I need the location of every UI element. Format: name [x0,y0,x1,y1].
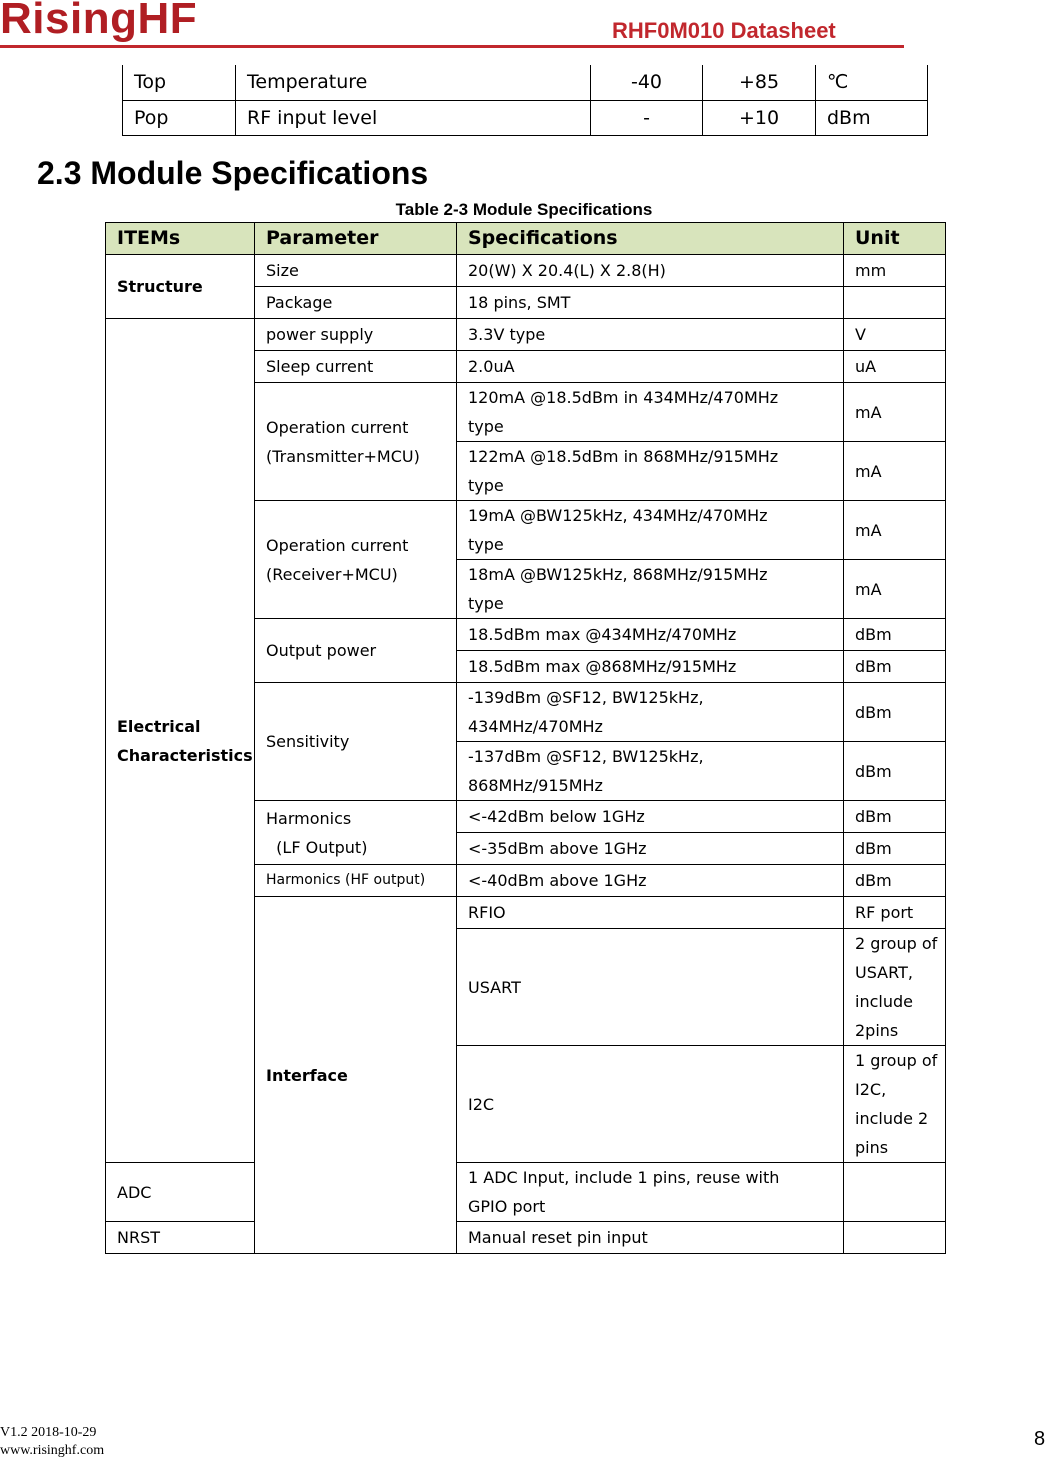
item-interface: Interface [255,897,457,1254]
column-header-parameter: Parameter [255,223,457,255]
parameter-cell [255,501,457,619]
spec-cell: <-42dBm below 1GHz [457,801,844,833]
table-cell: - [591,100,703,135]
parameter-cell: Package [255,287,457,319]
item-structure: Structure [106,255,255,319]
unit-cell [844,287,946,319]
parameter-cell [255,801,457,865]
spec-line: type [468,535,504,554]
table-header-row [106,223,946,255]
table-cell: Pop [123,100,236,135]
table-row [106,319,946,351]
table-cell: dBm [816,100,928,135]
spec-cell [457,1163,844,1222]
parameter-cell: Sleep current [255,351,457,383]
parameter-cell: Output power [255,619,457,683]
column-header-items: ITEMs [106,223,255,255]
table-cell: ℃ [816,65,928,100]
unit-cell: dBm [844,742,946,801]
table-row [123,65,928,100]
item-label-line: Characteristics [117,745,253,765]
spec-cell [457,383,844,442]
unit-cell: mm [844,255,946,287]
spec-line: -137dBm @SF12, BW125kHz, [468,747,704,766]
spec-line: 1 ADC Input, include 1 pins, reuse with [468,1168,780,1187]
parameter-cell: Sensitivity [255,683,457,801]
unit-cell: uA [844,351,946,383]
spec-cell: <-35dBm above 1GHz [457,833,844,865]
table-cell: -40 [591,65,703,100]
spec-cell [457,560,844,619]
spec-cell: 18 pins, SMT [457,287,844,319]
spec-cell: Manual reset pin input [457,1222,844,1254]
item-label-line: Electrical [117,716,201,736]
spec-line: type [468,594,504,613]
parameter-cell: ADC [106,1163,255,1222]
header-divider [0,45,904,48]
spec-cell: 18.5dBm max @868MHz/915MHz [457,651,844,683]
module-specifications-table [105,222,946,1254]
table-row [123,100,928,135]
table-cell: RF input level [236,100,591,135]
spec-line: 434MHz/470MHz [468,717,603,736]
parameter-cell: Harmonics (HF output) [255,865,457,897]
unit-cell: dBm [844,651,946,683]
page-number: 8 [1034,1428,1046,1450]
spec-cell [457,442,844,501]
parameter-cell: I2C [457,1046,844,1163]
spec-cell [457,742,844,801]
parameter-cell: NRST [106,1222,255,1254]
page-footer [0,1424,104,1460]
section-heading: 2.3 Module Specifications [37,155,429,191]
spec-line: 19mA @BW125kHz, 434MHz/470MHz [468,506,768,525]
unit-cell: dBm [844,619,946,651]
table-cell: +85 [703,65,816,100]
spec-line: type [468,417,504,436]
website-link[interactable]: www.risinghf.com [0,1443,105,1458]
table-cell: Top [123,65,236,100]
spec-cell [457,683,844,742]
parameter-cell: Size [255,255,457,287]
parameter-cell: power supply [255,319,457,351]
table-cell: Temperature [236,65,591,100]
absolute-ratings-table [122,65,928,136]
unit-cell: mA [844,383,946,442]
column-header-unit: Unit [844,223,946,255]
document-title: RHF0M010 Datasheet [612,18,836,43]
column-header-specifications: Specifications [457,223,844,255]
spec-cell [457,501,844,560]
spec-cell: 3.3V type [457,319,844,351]
table-row [106,1222,946,1254]
parameter-cell: RFIO [457,897,844,929]
unit-cell: mA [844,560,946,619]
spec-line: 120mA @18.5dBm in 434MHz/470MHz [468,388,779,407]
spec-cell: 1 group of I2C, include 2 pins [844,1046,946,1163]
table-cell: +10 [703,100,816,135]
spec-line: -139dBm @SF12, BW125kHz, [468,688,704,707]
unit-cell: dBm [844,683,946,742]
spec-cell: 2.0uA [457,351,844,383]
spec-line: 18mA @BW125kHz, 868MHz/915MHz [468,565,768,584]
spec-cell: 2 group of USART, include 2pins [844,929,946,1046]
parameter-cell: USART [457,929,844,1046]
parameter-line: (Receiver+MCU) [266,564,398,584]
item-electrical-characteristics [106,319,255,1163]
unit-cell: mA [844,442,946,501]
unit-cell: V [844,319,946,351]
table-row [106,1163,946,1222]
unit-cell: dBm [844,833,946,865]
parameter-line: Operation current [266,417,409,437]
company-logo: RisingHF [0,0,198,43]
parameter-line: (Transmitter+MCU) [266,446,420,466]
table-caption: Table 2-3 Module Specifications [395,200,653,219]
spec-cell: 18.5dBm max @434MHz/470MHz [457,619,844,651]
parameter-line: Harmonics [266,808,352,828]
unit-cell [844,1163,946,1222]
parameter-line: (LF Output) [276,837,368,857]
unit-cell [844,1222,946,1254]
table-row [106,255,946,287]
spec-line: 868MHz/915MHz [468,776,603,795]
spec-cell: 20(W) X 20.4(L) X 2.8(H) [457,255,844,287]
spec-cell: <-40dBm above 1GHz [457,865,844,897]
parameter-line: Operation current [266,535,409,555]
spec-cell: RF port [844,897,946,929]
spec-line: 122mA @18.5dBm in 868MHz/915MHz [468,447,779,466]
unit-cell: dBm [844,865,946,897]
unit-cell: mA [844,501,946,560]
parameter-cell [255,383,457,501]
version-date: V1.2 2018-10-29 [0,1425,97,1440]
spec-line: type [468,476,504,495]
unit-cell: dBm [844,801,946,833]
spec-line: GPIO port [468,1197,546,1216]
